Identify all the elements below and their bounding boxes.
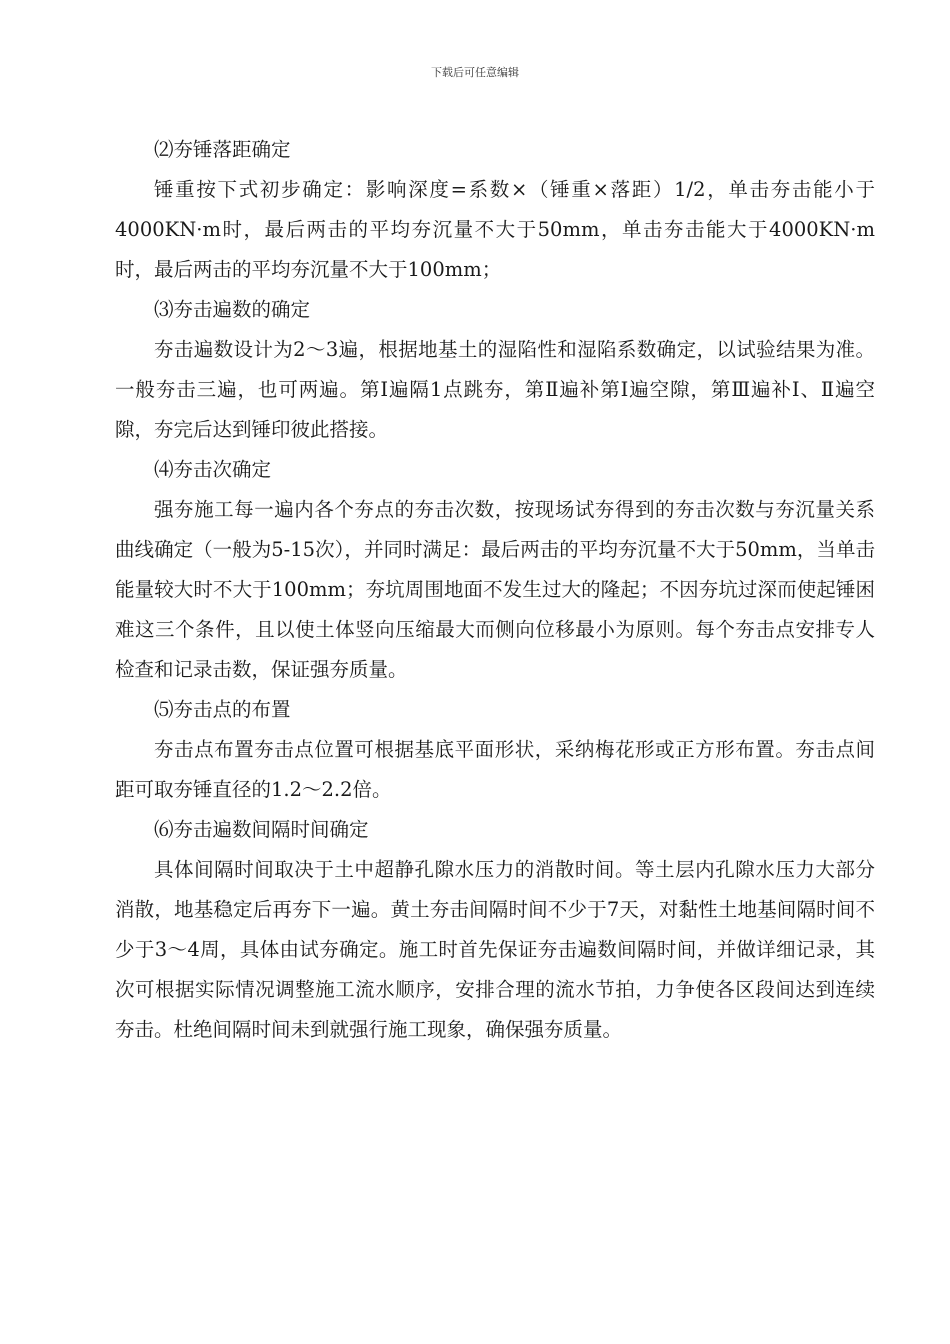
section-heading-4: ⑷夯击次确定	[154, 458, 272, 481]
section-paragraph-5: 夯击点布置夯击点位置可根据基底平面形状，采纳梅花形或正方形布置。夯击点间距可取夯锤直径的1.2～2.2倍。	[115, 738, 875, 801]
section-heading-5: ⑸夯击点的布置	[154, 698, 291, 721]
section-paragraph-3: 夯击遍数设计为2～3遍，根据地基土的湿陷性和湿陷系数确定，以试验结果为准。一般夯击三遍，也可两遍。第Ⅰ遍隔1点跳夯，第Ⅱ遍补第Ⅰ遍空隙，第Ⅲ遍补Ⅰ、Ⅱ遍空隙，夯完后达到锤印彼此搭接。	[115, 338, 875, 441]
section-heading-3: ⑶夯击遍数的确定	[154, 298, 311, 321]
section-paragraph-6: 具体间隔时间取决于土中超静孔隙水压力的消散时间。等土层内孔隙水压力大部分消散，地基稳定后再夯下一遍。黄土夯击间隔时间不少于7天，对黏性土地基间隔时间不少于3～4周，具体由试夯确定。施工时首先保证夯击遍数间隔时间，并做详细记录，其次可根据实际情况调整施工流水顺序，安排合理的流水节拍，力争使各区段间达到连续夯击。杜绝间隔时间未到就强行施工现象，确保强夯质量。	[115, 858, 875, 1041]
section-heading-2: ⑵夯锤落距确定	[154, 138, 291, 161]
section-paragraph-4: 强夯施工每一遍内各个夯点的夯击次数，按现场试夯得到的夯击次数与夯沉量关系曲线确定（一般为5-15次），并同时满足：最后两击的平均夯沉量不大于50mm，当单击能量较大时不大于100mm；夯坑周围地面不发生过大的隆起；不因夯坑过深而使起锤困难这三个条件，且以使土体竖向压缩最大而侧向位移最小为原则。每个夯击点安排专人检查和记录击数，保证强夯质量。	[115, 498, 875, 681]
page-header: 下载后可任意编辑	[431, 66, 519, 79]
section-paragraph-2: 锤重按下式初步确定：影响深度=系数×（锤重×落距）1/2，单击夯击能小于4000KN·m时，最后两击的平均夯沉量不大于50mm，单击夯击能大于4000KN·m时，最后两击的平均夯沉量不大于100mm；	[115, 178, 875, 281]
document-body	[115, 130, 875, 1050]
section-heading-6: ⑹夯击遍数间隔时间确定	[154, 818, 369, 841]
